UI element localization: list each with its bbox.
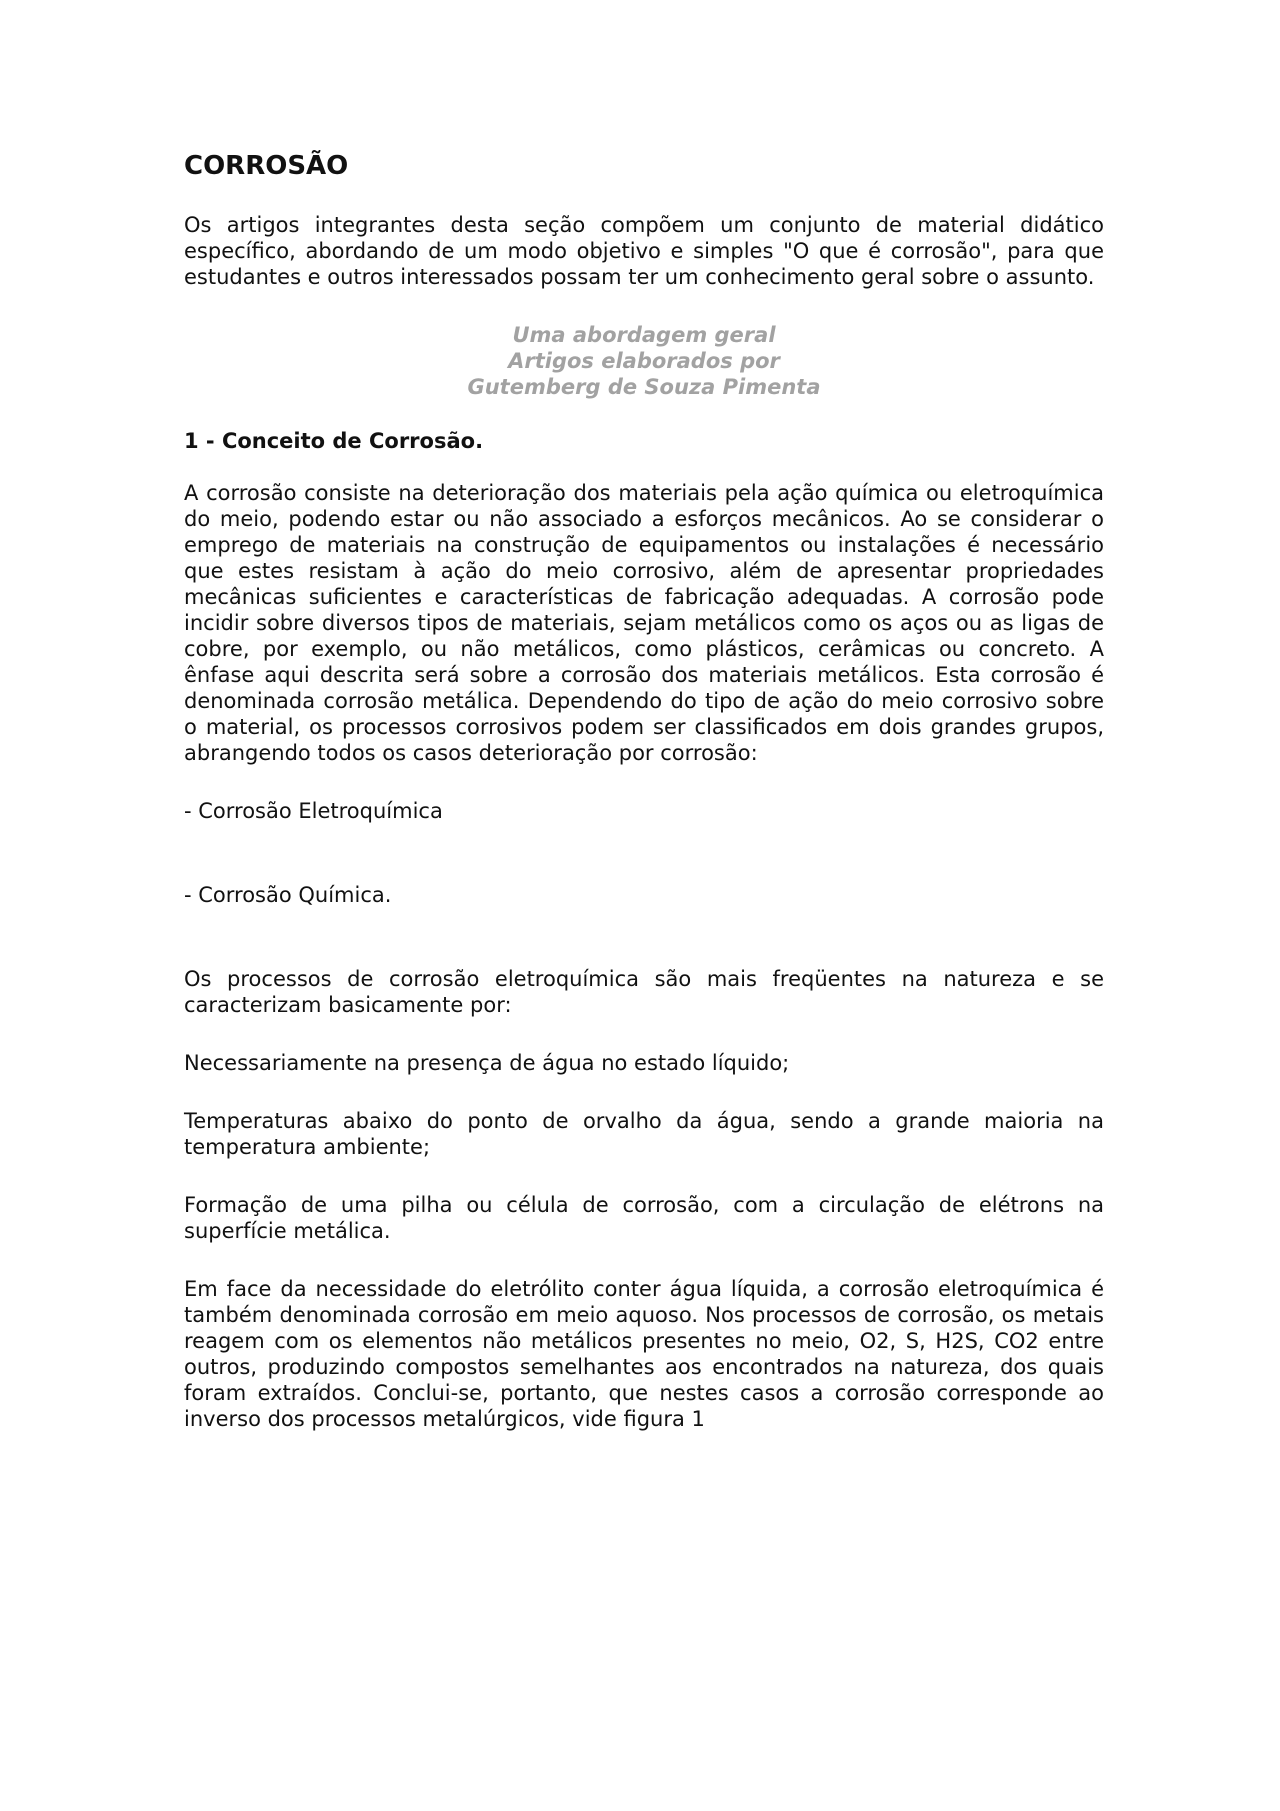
credits-block: [184, 322, 1104, 400]
document-title: CORROSÃO: [184, 151, 349, 181]
credits-line-3: Gutemberg de Souza Pimenta: [467, 375, 821, 399]
corrosion-type-electrochemical: - Corrosão Eletroquímica: [184, 799, 443, 823]
credits-line-1: Uma abordagem geral: [512, 323, 776, 347]
section-heading: 1 - Conceito de Corrosão.: [184, 429, 484, 453]
characteristic-3: Formação de uma pilha ou célula de corrosão, com a circulação de elétrons na superfície metálica.: [184, 1193, 1104, 1243]
intro-paragraph: Os artigos integrantes desta seção compõem um conjunto de material didático específico, abordando de um modo objetivo e simples "O que é corrosão", para que estudantes e outros interessados possam ter um conhecimento geral sobre o assunto.: [184, 213, 1104, 289]
concept-paragraph: A corrosão consiste na deterioração dos materiais pela ação química ou eletroquímica do meio, podendo estar ou não associado a esforços mecânicos. Ao se considerar o emprego de materiais na construção de equipamentos ou instalações é necessário que estes resistam à ação do meio corrosivo, além de apresentar propriedades mecânicas suficientes e características de fabricação adequadas. A corrosão pode incidir sobre diversos tipos de materiais, sejam metálicos como os aços ou as ligas de cobre, por exemplo, ou não metálicos, como plásticos, cerâmicas ou concreto. A ênfase aqui descrita será sobre a corrosão dos materiais metálicos. Esta corrosão é denominada corrosão metálica. Dependendo do tipo de ação do meio corrosivo sobre o material, os processos corrosivos podem ser classificados em dois grandes grupos, abrangendo todos os casos deterioração por corrosão:: [184, 481, 1104, 765]
corrosion-type-chemical: - Corrosão Química.: [184, 883, 392, 907]
credits-line-2: Artigos elaborados por: [508, 349, 780, 373]
electrochemical-paragraph: Os processos de corrosão eletroquímica são mais freqüentes na natureza e se caracterizam basicamente por:: [184, 967, 1104, 1017]
aqueous-corrosion-paragraph: Em face da necessidade do eletrólito conter água líquida, a corrosão eletroquímica é também denominada corrosão em meio aquoso. Nos processos de corrosão, os metais reagem com os elementos não metálicos presentes no meio, O2, S, H2S, CO2 entre outros, produzindo compostos semelhantes aos encontrados na natureza, dos quais foram extraídos. Conclui-se, portanto, que nestes casos a corrosão corresponde ao inverso dos processos metalúrgicos, vide figura 1: [184, 1277, 1104, 1431]
characteristic-2: Temperaturas abaixo do ponto de orvalho da água, sendo a grande maioria na temperatura ambiente;: [184, 1109, 1104, 1159]
characteristic-1: Necessariamente na presença de água no estado líquido;: [184, 1051, 790, 1075]
document-page: [184, 150, 1104, 1432]
